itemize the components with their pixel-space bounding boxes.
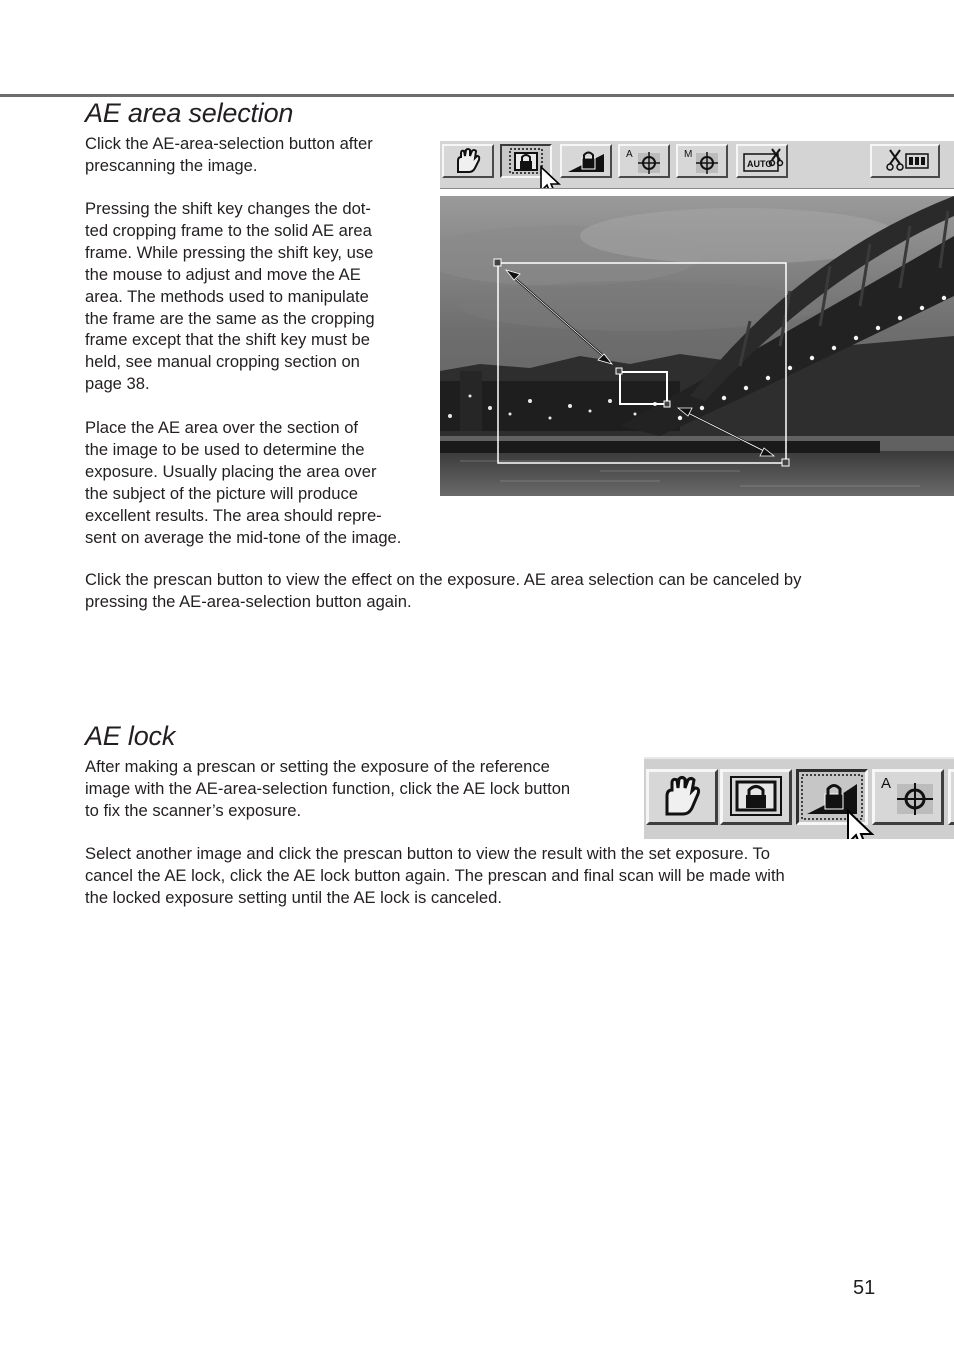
auto-focus-point-icon bbox=[875, 772, 941, 822]
text-line: the subject of the picture will produce bbox=[85, 483, 359, 503]
text-line: Place the AE area over the section of bbox=[85, 418, 359, 437]
crop-frame-icon bbox=[872, 146, 938, 176]
mouse-pointer-icon bbox=[538, 165, 564, 189]
text-line: excellent results. The area should repre- bbox=[85, 505, 382, 525]
text-line: After making a prescan or setting the exposure of the reference bbox=[85, 757, 550, 776]
auto-focus-point-button[interactable] bbox=[618, 144, 670, 178]
ae-area-selection-button[interactable] bbox=[720, 769, 792, 825]
a-letter: A bbox=[626, 149, 633, 160]
section-heading-ae-lock: AE lock bbox=[85, 721, 176, 751]
next-toolbar-button[interactable] bbox=[948, 769, 954, 825]
section-heading-ae-area-selection: AE area selection bbox=[85, 98, 294, 128]
m-letter: M bbox=[684, 149, 693, 160]
scanner-toolbar-2 bbox=[644, 757, 954, 839]
text-line: exposure. Usually placing the area over bbox=[85, 461, 377, 481]
hand-button[interactable] bbox=[442, 144, 494, 178]
prescan-image bbox=[440, 196, 954, 496]
ae-area-selection-icon bbox=[723, 772, 789, 822]
text-line: the image to be used to determine the bbox=[85, 439, 365, 459]
page-number: 51 bbox=[853, 1277, 876, 1299]
hand-icon bbox=[649, 772, 715, 822]
auto-label: AUTO bbox=[747, 159, 773, 169]
text-line: Pressing the shift key changes the dot- bbox=[85, 199, 371, 218]
text-line: ted cropping frame to the solid AE area bbox=[85, 220, 372, 240]
text-line: frame except that the shift key must be bbox=[85, 330, 370, 350]
scanner-toolbar-1 bbox=[440, 141, 954, 189]
text-line: prescanning the image. bbox=[85, 155, 258, 175]
paragraph-ae-lock-intro bbox=[85, 756, 570, 822]
text-line: image with the AE-area-selection function, click the AE lock button bbox=[85, 778, 571, 798]
paragraph-ae-lock-cancel bbox=[85, 843, 785, 909]
text-line: frame. While pressing the shift key, use bbox=[85, 242, 374, 262]
text-line: Click the AE-area-selection button after bbox=[85, 134, 373, 153]
paragraph-ae-area-intro bbox=[85, 133, 373, 177]
text-line: page 38. bbox=[85, 374, 150, 394]
auto-focus-point-icon bbox=[620, 146, 668, 176]
paragraph-shift-key bbox=[85, 198, 375, 395]
manual-focus-point-icon bbox=[678, 146, 726, 176]
paragraph-prescan-effect bbox=[85, 569, 801, 613]
text-line: sent on average the mid-tone of the image. bbox=[85, 527, 402, 547]
auto-focus-point-button[interactable] bbox=[872, 769, 944, 825]
text-line: the locked exposure setting until the AE lock is canceled. bbox=[85, 887, 502, 907]
text-line: the mouse to adjust and move the AE bbox=[85, 264, 361, 284]
ae-lock-button[interactable] bbox=[560, 144, 612, 178]
ae-lock-icon bbox=[562, 146, 610, 176]
auto-crop-icon bbox=[738, 146, 786, 176]
header-rule bbox=[0, 94, 954, 97]
hand-button[interactable] bbox=[646, 769, 718, 825]
auto-crop-button[interactable] bbox=[736, 144, 788, 178]
manual-focus-point-button[interactable] bbox=[676, 144, 728, 178]
text-line: area. The methods used to manipulate bbox=[85, 286, 369, 306]
a-letter: A bbox=[881, 775, 892, 792]
text-line: cancel the AE lock, click the AE lock button again. The prescan and final scan will be made with bbox=[85, 865, 785, 885]
text-line: the frame are the same as the cropping bbox=[85, 308, 375, 328]
text-line: to fix the scanner’s exposure. bbox=[85, 800, 302, 820]
text-line: pressing the AE-area-selection button again. bbox=[85, 591, 412, 611]
text-line: Select another image and click the prescan button to view the result with the set exposure. To bbox=[85, 844, 771, 863]
paragraph-place-ae-area bbox=[85, 417, 401, 548]
crop-frame-button[interactable] bbox=[870, 144, 940, 178]
mouse-pointer-icon bbox=[844, 809, 878, 839]
text-line: held, see manual cropping section on bbox=[85, 352, 360, 372]
text-line: Click the prescan button to view the effect on the exposure. AE area selection can be canceled by bbox=[85, 570, 802, 589]
hand-icon bbox=[444, 146, 492, 176]
